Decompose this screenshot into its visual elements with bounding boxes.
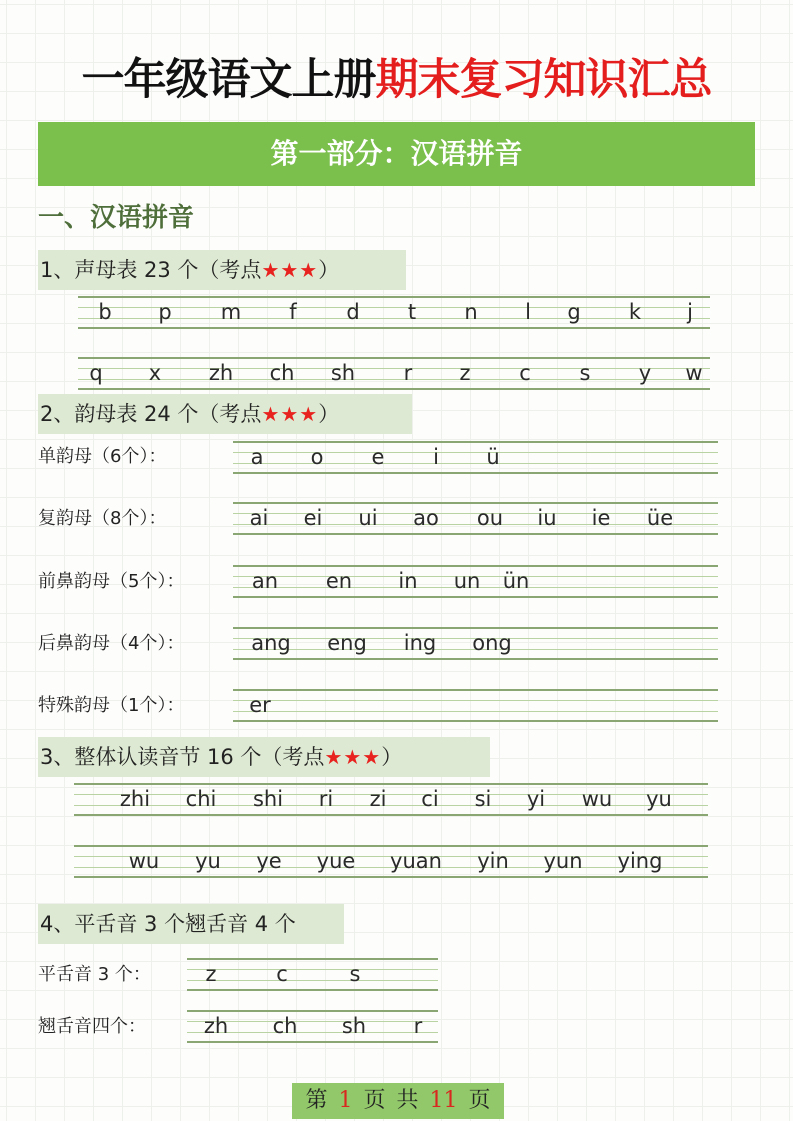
pinyin-item: shi: [252, 787, 284, 811]
pinyin-item: iu: [537, 506, 557, 530]
pinyin-item: ing: [403, 631, 437, 655]
pinyin-item: ei: [303, 506, 323, 530]
line-lower: [78, 318, 710, 319]
pinyin-item: j: [687, 300, 693, 324]
pinyin-item: wu: [128, 849, 160, 873]
pinyin-item: ong: [472, 631, 512, 655]
pinyin-item: in: [398, 569, 418, 593]
pinyin-item: r: [413, 1014, 423, 1038]
part-banner: 第一部分：汉语拼音: [38, 122, 755, 186]
pinyin-row: [78, 296, 710, 329]
page-middle: 页 共: [363, 1088, 419, 1113]
page-prefix: 第: [305, 1088, 328, 1113]
line-bottom: [233, 596, 718, 598]
pinyin-item: sh: [330, 361, 356, 385]
line-bottom: [233, 533, 718, 535]
subsection-title-close: ）: [318, 258, 340, 282]
pinyin-item: b: [98, 300, 112, 324]
subsection-title-tongue-sounds: [38, 904, 344, 944]
pinyin-item: wu: [581, 787, 613, 811]
pinyin-item: ch: [269, 361, 295, 385]
subsection-title-close: ）: [318, 402, 340, 426]
pinyin-item: d: [346, 300, 360, 324]
pinyin-item: ie: [591, 506, 611, 530]
pinyin-item: y: [638, 361, 652, 385]
pinyin-item: er: [249, 693, 271, 717]
pinyin-item: i: [433, 445, 439, 469]
current-page-number: 1: [338, 1088, 353, 1113]
finals-group-label: 单韵母（6个）：: [38, 446, 167, 467]
pinyin-item: a: [250, 445, 264, 469]
pinyin-item: an: [251, 569, 279, 593]
pinyin-item: ün: [502, 569, 530, 593]
pinyin-item: yue: [316, 849, 356, 873]
pinyin-item: ai: [249, 506, 269, 530]
line-lower: [233, 711, 718, 712]
pinyin-row: [74, 783, 708, 816]
pinyin-row: [187, 958, 438, 991]
pinyin-item: ü: [486, 445, 500, 469]
pinyin-item: üe: [646, 506, 674, 530]
finals-group-label: 前鼻韵母（5个）：: [38, 571, 185, 592]
pinyin-item: c: [276, 962, 288, 986]
pinyin-item: eng: [327, 631, 367, 655]
page-indicator: [292, 1083, 504, 1119]
pinyin-item: yi: [526, 787, 546, 811]
pinyin-item: zhi: [119, 787, 151, 811]
subsection-title-initials: [38, 250, 406, 290]
pinyin-item: yin: [477, 849, 509, 873]
pinyin-item: ang: [251, 631, 291, 655]
line-top: [78, 357, 710, 359]
line-bottom: [74, 814, 708, 816]
pinyin-item: sh: [341, 1014, 367, 1038]
pinyin-item: f: [289, 300, 297, 324]
pinyin-item: zh: [208, 361, 234, 385]
line-lower: [233, 463, 718, 464]
line-upper: [233, 452, 718, 453]
line-top: [78, 296, 710, 298]
section-heading: 一、汉语拼音: [38, 203, 195, 233]
pinyin-item: ye: [256, 849, 282, 873]
pinyin-item: chi: [185, 787, 217, 811]
pinyin-item: z: [205, 962, 217, 986]
pinyin-item: ci: [421, 787, 439, 811]
star-rating-icon: ★★★: [261, 258, 319, 282]
subsection-title-text: 1、声母表 23 个（考点: [40, 258, 262, 282]
line-upper: [187, 969, 438, 970]
line-top: [74, 783, 708, 785]
line-bottom: [233, 472, 718, 474]
pinyin-row: [187, 1010, 438, 1043]
pinyin-item: e: [371, 445, 385, 469]
pinyin-item: ui: [358, 506, 378, 530]
line-upper: [233, 700, 718, 701]
pinyin-item: s: [349, 962, 361, 986]
title-red-part: 期末复习知识汇总: [375, 55, 712, 105]
document-title: [0, 52, 793, 108]
subsection-title-close: ）: [381, 745, 403, 769]
pinyin-item: t: [407, 300, 417, 324]
line-lower: [74, 805, 708, 806]
pinyin-row: [74, 845, 708, 878]
pinyin-item: k: [628, 300, 642, 324]
line-bottom: [74, 876, 708, 878]
pinyin-row: [233, 565, 718, 598]
subsection-title-text: 3、整体认读音节 16 个（考点: [40, 745, 325, 769]
line-top: [233, 441, 718, 443]
line-upper: [78, 307, 710, 308]
pinyin-item: en: [325, 569, 353, 593]
pinyin-item: l: [525, 300, 531, 324]
tongue-group-label: 平舌音 3 个：: [38, 964, 151, 985]
pinyin-item: yun: [543, 849, 583, 873]
total-pages-number: 11: [429, 1088, 458, 1113]
line-lower: [78, 379, 710, 380]
pinyin-item: ch: [272, 1014, 298, 1038]
pinyin-item: x: [148, 361, 162, 385]
page-suffix: 页: [468, 1088, 491, 1113]
line-bottom: [233, 658, 718, 660]
pinyin-item: si: [474, 787, 492, 811]
pinyin-item: o: [310, 445, 324, 469]
pinyin-row: [233, 502, 718, 535]
pinyin-row: [233, 627, 718, 660]
pinyin-item: r: [403, 361, 413, 385]
finals-group-label: 特殊韵母（1个）：: [38, 695, 185, 716]
finals-group-label: 后鼻韵母（4个）：: [38, 633, 185, 654]
pinyin-item: yuan: [390, 849, 442, 873]
tongue-group-label: 翘舌音四个：: [38, 1016, 146, 1037]
pinyin-item: n: [464, 300, 478, 324]
pinyin-item: zh: [203, 1014, 229, 1038]
pinyin-row: [233, 441, 718, 474]
subsection-title-text: 4、平舌音 3 个翘舌音 4 个: [40, 912, 296, 936]
subsection-title-finals: [38, 394, 412, 434]
pinyin-item: ou: [476, 506, 504, 530]
title-black-part: 一年级语文上册: [81, 55, 376, 105]
star-rating-icon: ★★★: [324, 745, 382, 769]
star-rating-icon: ★★★: [261, 402, 319, 426]
line-bottom: [187, 1041, 438, 1043]
subsection-title-text: 2、韵母表 24 个（考点: [40, 402, 262, 426]
pinyin-item: ri: [318, 787, 334, 811]
pinyin-item: c: [519, 361, 531, 385]
pinyin-item: w: [685, 361, 703, 385]
pinyin-row: [233, 689, 718, 722]
line-top: [233, 689, 718, 691]
pinyin-item: ying: [617, 849, 663, 873]
line-upper: [78, 368, 710, 369]
line-upper: [74, 794, 708, 795]
line-bottom: [78, 327, 710, 329]
line-bottom: [187, 989, 438, 991]
pinyin-item: s: [579, 361, 591, 385]
pinyin-row: [78, 357, 710, 390]
subsection-title-whole-syllables: [38, 737, 490, 777]
pinyin-item: yu: [195, 849, 221, 873]
pinyin-item: g: [567, 300, 581, 324]
pinyin-item: zi: [369, 787, 387, 811]
pinyin-item: yu: [646, 787, 672, 811]
pinyin-item: p: [158, 300, 172, 324]
line-bottom: [233, 720, 718, 722]
pinyin-item: m: [220, 300, 242, 324]
line-lower: [187, 980, 438, 981]
pinyin-item: q: [89, 361, 103, 385]
line-bottom: [78, 388, 710, 390]
pinyin-item: un: [453, 569, 481, 593]
pinyin-item: ao: [413, 506, 439, 530]
finals-group-label: 复韵母（8个）：: [38, 508, 167, 529]
line-top: [187, 958, 438, 960]
pinyin-item: z: [459, 361, 471, 385]
